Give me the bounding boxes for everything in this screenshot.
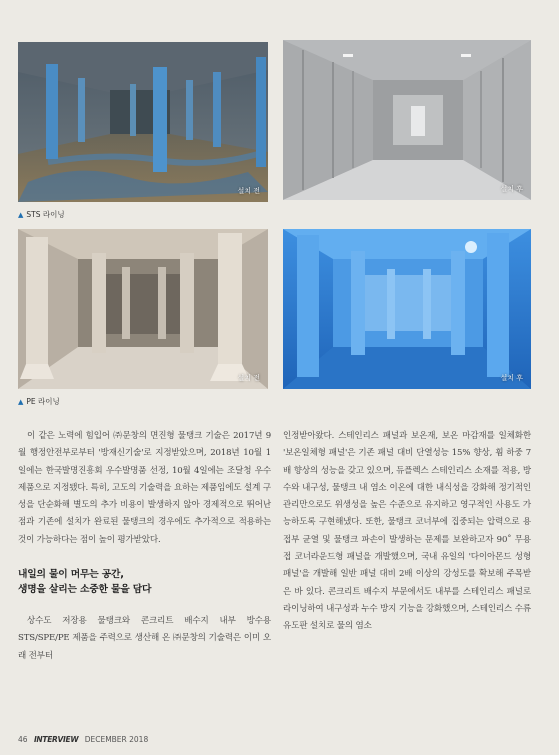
article-paragraph: 인정받아왔다. 스테인리스 패널과 보온재, 보온 마감재를 일체화한 '보온일체형 패널'은 기존 패널 대비 단열성능 15% 향상, 휨 하중 7배 향상의 성능을 갖고 있으며, 듀플렉스 스테인리스 소재를 적용, 방수와 내구성, 물탱크 내 염소 이온에 대한 내식성을 강화해 정기적인 관리만으로도 위생성을 높은 수준으로 유지하고 영구적인 사용도 가능하도록 구현해냈다. 또한, 물탱크 코너부에 집중되는 압력으로 용접부 균열 및 물탱크 파손이 발생하는 문제를 보완하고자 90˚ 무용접 코너라운드형 패널을 개발했으며, 국내 유일의 '다이아몬드 성형 패널'을 개발해 일반 패널 대비 2배 이상의 강성도를 확보해 주목받은 바 있다. 콘크리트 배수지 부문에서도 내부를 스테인리스 패널로 라이닝하여 내구성과 누수 방지 기능을 강화했으며, 스테인리스 수류유도판 설치로 물의 염소 bbox=[283, 431, 531, 632]
caption-sts: ▲ STS 라이닝 bbox=[18, 210, 65, 219]
photo-pe-after bbox=[283, 229, 531, 389]
photo-pe-before bbox=[18, 229, 268, 389]
article-right-column bbox=[283, 428, 531, 636]
section-heading: 생명을 살리는 소중한 물을 담다 bbox=[18, 584, 152, 596]
page-footer bbox=[18, 735, 148, 744]
article-paragraph: 이 같은 노력에 힘입어 ㈜문창의 면진형 물탱크 기술은 2017년 9월 행정안전부로부터 '방재신기술'로 지정받았으며, 2018년 10월 1일에는 한국발명진흥회 우수발명품 선정, 10월 4일에는 조달청 우수제품으로 지정됐다. 특히, 고도의 기술력을 요하는 제품임에도 설계 구성을 단순화해 별도의 추가 비용이 발생하지 않아 경제적으로 뛰어난 점과 기존에 설치가 완료된 물탱크의 경우에도 추가적으로 적용하는 것이 가능하다는 점이 높이 평가받았다. bbox=[18, 431, 271, 545]
magazine-name: INTERVIEW bbox=[33, 735, 79, 744]
article-paragraph: 상수도 저장용 물탱크와 콘크리트 배수지 내부 방수용 STS/SPE/PE 제품을 주력으로 생산해 온 ㈜문창의 기술력은 이미 오래 전부터 bbox=[18, 616, 271, 661]
article-left-column bbox=[18, 428, 271, 665]
triangle-icon: ▲ bbox=[18, 398, 24, 406]
issue-date: DECEMBER 2018 bbox=[84, 735, 149, 744]
caption-pe: ▲ PE 라이닝 bbox=[18, 397, 60, 406]
photo-sts-after bbox=[283, 40, 531, 200]
triangle-icon: ▲ bbox=[18, 211, 24, 219]
section-heading: 내일의 물이 머무는 공간, bbox=[18, 569, 124, 581]
photo-sts-before bbox=[18, 42, 268, 202]
photo-tag: 설치 전 bbox=[237, 187, 260, 195]
page-number: 46 bbox=[18, 735, 28, 744]
photo-tag: 설치 전 bbox=[237, 374, 260, 382]
photo-tag: 설치 후 bbox=[500, 374, 523, 382]
photo-tag: 설치 후 bbox=[500, 185, 523, 193]
